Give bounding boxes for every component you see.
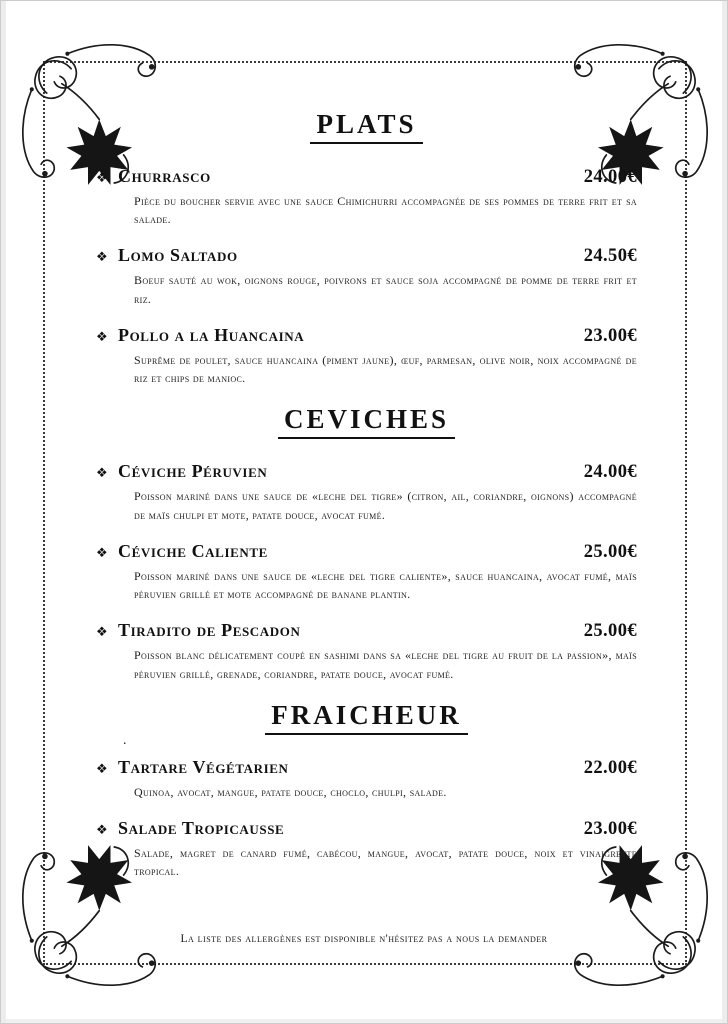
item-name: Tartare Végétarien bbox=[118, 756, 289, 777]
item-name: Lomo Saltado bbox=[118, 245, 238, 266]
diamond-bullet-icon: ❖ bbox=[96, 328, 108, 344]
stray-dot: . bbox=[123, 733, 127, 748]
diamond-bullet-icon: ❖ bbox=[96, 465, 108, 481]
diamond-bullet-icon: ❖ bbox=[96, 170, 108, 185]
diamond-bullet-icon: ❖ bbox=[96, 624, 108, 640]
menu-item-head bbox=[96, 757, 637, 779]
item-price: 24.00€ bbox=[583, 462, 637, 483]
menu-item-head bbox=[96, 245, 637, 267]
section-title: CEVICHES bbox=[278, 404, 455, 439]
section-title-row bbox=[96, 700, 637, 735]
menu-item-head bbox=[96, 818, 637, 840]
menu-item-head bbox=[96, 461, 637, 483]
menu-section bbox=[96, 700, 637, 881]
item-description: Poisson blanc délicatement coupé en sashimi dans sa «leche del tigre au fruit de la passion», maïs péruvien grillé, grenade, coriandre, patate douce, avocat fumé. bbox=[134, 648, 637, 681]
item-description: Poisson mariné dans une sauce de «leche del tigre caliente», sauce huancaina, avocat fumé, maïs péruvien grillé et mote accompagné de banane plantin. bbox=[134, 568, 637, 602]
menu-item bbox=[96, 245, 637, 307]
section-items bbox=[96, 166, 637, 387]
item-price: 23.00€ bbox=[583, 819, 637, 840]
item-price: 24.00€ bbox=[583, 167, 637, 187]
menu-item bbox=[96, 541, 637, 603]
item-description: Poisson mariné dans une sauce de «leche del tigre» (citron, ail, coriandre, oignons) accompagné de maïs chulpi et mote, patate douce, avocat fumé. bbox=[134, 489, 637, 522]
diamond-bullet-icon: ❖ bbox=[96, 822, 108, 838]
item-price: 24.50€ bbox=[583, 246, 637, 267]
item-price: 25.00€ bbox=[583, 621, 637, 642]
item-price: 23.00€ bbox=[583, 325, 637, 346]
menu-item-head bbox=[96, 541, 637, 563]
item-description: Boeuf sauté au wok, oignons rouge, poivrons et sauce soja accompagné de pomme de terre frit et riz. bbox=[134, 273, 637, 306]
item-name: Pollo a la Huancaina bbox=[118, 324, 305, 345]
diamond-bullet-icon: ❖ bbox=[96, 760, 108, 776]
menu-item bbox=[96, 757, 637, 801]
menu-section bbox=[96, 109, 637, 387]
item-price: 22.00€ bbox=[583, 757, 637, 778]
item-description: Quinoa, avocat, mangue, patate douce, choclo, chulpi, salade. bbox=[134, 784, 447, 799]
section-title-row bbox=[96, 404, 637, 439]
item-name: Céviche Caliente bbox=[118, 540, 268, 561]
diamond-bullet-icon: ❖ bbox=[96, 249, 108, 265]
section-title-row bbox=[96, 109, 637, 144]
item-price: 25.00€ bbox=[583, 541, 637, 562]
menu-item bbox=[96, 461, 637, 523]
menu-item bbox=[96, 325, 637, 387]
menu-section bbox=[96, 404, 637, 682]
item-name: Salade Tropicausse bbox=[118, 818, 285, 839]
allergen-note: La liste des allergènes est disponible n'hésitez pas a nous la demander bbox=[180, 933, 548, 945]
section-title: FRAICHEUR bbox=[265, 700, 468, 735]
menu-content bbox=[96, 105, 637, 898]
menu-item bbox=[96, 818, 637, 880]
item-name: Céviche Péruvien bbox=[118, 461, 268, 482]
item-description: Pièce du boucher servie avec une sauce Chimichurri accompagnée de ses pommes de terre frit et sa salade. bbox=[134, 194, 637, 227]
item-description: Salade, magret de canard fumé, cabécou, mangue, avocat, patate douce, noix et vinaigrette tropical. bbox=[134, 846, 637, 879]
item-name: Tiradito de Pescadon bbox=[118, 620, 301, 641]
diamond-bullet-icon: ❖ bbox=[96, 544, 108, 560]
menu-item-head bbox=[96, 166, 637, 188]
item-name: Churrasco bbox=[118, 166, 211, 186]
section-items bbox=[96, 757, 637, 881]
menu-item bbox=[96, 166, 637, 228]
item-description: Suprême de poulet, sauce huancaina (piment jaune), œuf, parmesan, olive noir, noix accompagné de riz et chips de manioc. bbox=[134, 352, 637, 386]
menu-item-head bbox=[96, 325, 637, 347]
menu-item bbox=[96, 620, 637, 682]
section-title: PLATS bbox=[310, 109, 422, 144]
menu-item-head bbox=[96, 620, 637, 642]
section-items bbox=[96, 461, 637, 682]
